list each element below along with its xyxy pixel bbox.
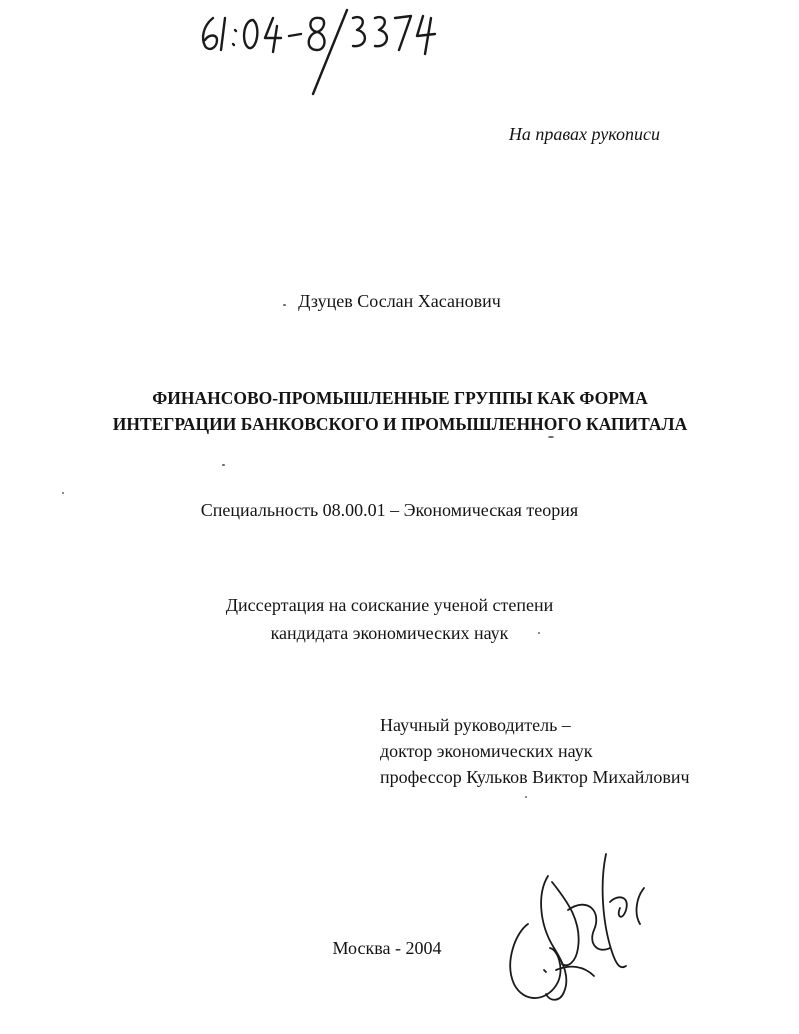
title-line-2: ИНТЕГРАЦИИ БАНКОВСКОГО И ПРОМЫШЛЕННОГО КАПИТАЛА (112, 414, 688, 434)
advisor-name: профессор Кульков Виктор Михайлович (380, 767, 690, 787)
handwritten-archive-number-icon (195, 4, 445, 96)
handwritten-signature-icon (498, 852, 668, 1012)
author-name: Дзуцев Сослан Хасанович (298, 291, 501, 311)
specialty: Специальность 08.00.01 – Экономическая теория (200, 500, 579, 520)
scientific-advisor (380, 712, 720, 790)
scan-speck (525, 796, 527, 798)
degree-line-2: кандидата экономических наук (270, 623, 509, 643)
advisor-role: Научный руководитель – (380, 715, 571, 735)
signature (498, 852, 668, 1012)
scan-speck (222, 464, 225, 466)
scan-speck (283, 304, 286, 306)
dissertation-title (40, 385, 760, 437)
archive-stamp (195, 4, 445, 96)
scan-speck (548, 436, 554, 438)
title-line-1: ФИНАНСОВО-ПРОМЫШЛЕННЫЕ ГРУППЫ КАК ФОРМА (152, 388, 648, 408)
scan-speck (538, 632, 540, 634)
rights-note: На правах рукописи (508, 124, 660, 144)
advisor-degree: доктор экономических наук (380, 741, 593, 761)
city-year: Москва - 2004 (332, 938, 442, 958)
degree-statement (0, 591, 779, 647)
degree-line-1: Диссертация на соискание ученой степени (225, 595, 554, 615)
scan-speck (62, 492, 64, 494)
